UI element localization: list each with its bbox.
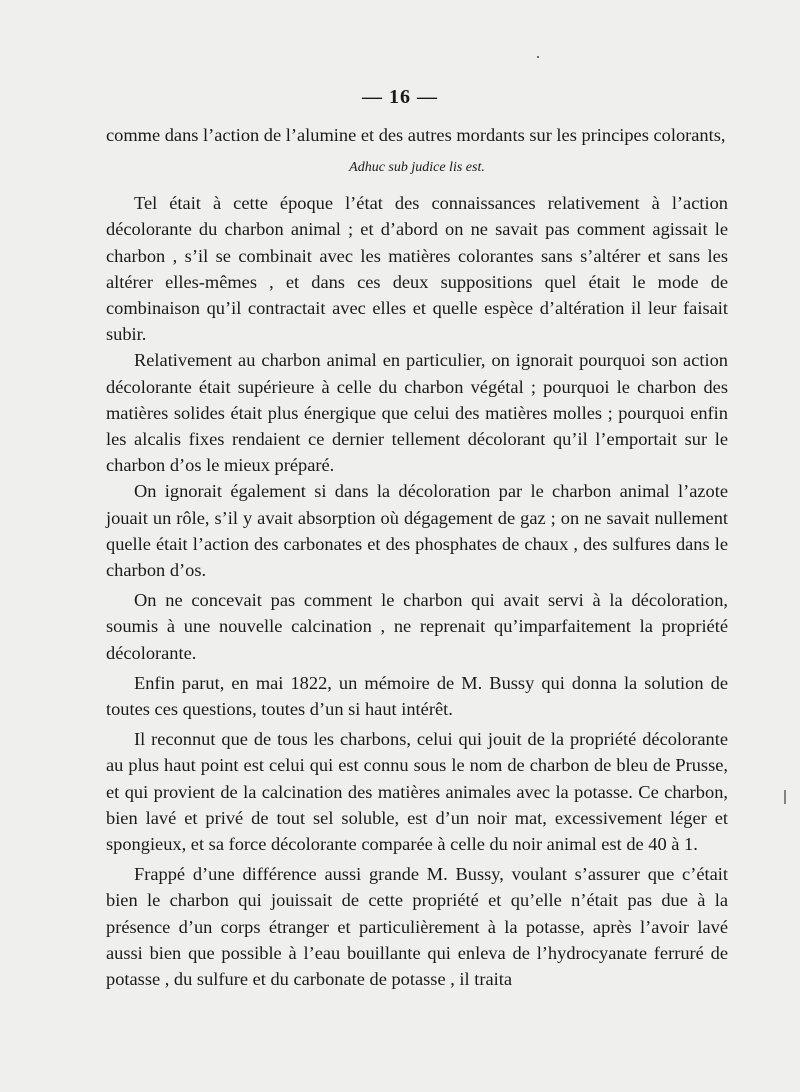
speck: [537, 56, 539, 58]
paragraph: comme dans l’action de l’alumine et des autres mordants sur les principes colorants,: [106, 125, 726, 145]
paragraph: On ignorait également si dans la décoloration par le charbon animal l’azote jouait un rôle, s’il y avait absorption où dégagement de gaz ; on ne savait nullement quelle était l’action des carbonates et des phosphates de chaux , des sulfures dans le charbon d’os.: [106, 481, 728, 581]
paragraph: On ne concevait pas comment le charbon qui avait servi à la décoloration, soumis à une nouvelle calcination , ne reprenait qu’imparfaitement la propriété décolorante.: [106, 590, 728, 663]
paragraph: Il reconnut que de tous les charbons, celui qui jouit de la propriété décolorante au plus haut point est celui qui est connu sous le nom de charbon de bleu de Prusse, et qui provient de la calcination des matières animales avec la potasse. Ce charbon, bien lavé et privé de tout sel soluble, est d’un noir mat, excessivement léger et spongieux, et sa force décolorante comparée à celle du noir animal est de 40 à 1.: [106, 729, 728, 855]
paragraph: Frappé d’une différence aussi grande M. Bussy, voulant s’assurer que c’était bien le charbon qui jouissait de cette propriété et qu’elle n’était pas due à la présence d’un corps étranger et particulièrement à la potasse, après l’avoir lavé aussi bien que possible à l’eau bouillante qui enleva de l’hydrocyanate ferruré de potasse , du sulfure et du carbonate de potasse , il traita: [106, 864, 728, 990]
paragraph: Relativement au charbon animal en particulier, on ignorait pourquoi son action décolorante était supérieure à celle du charbon végétal ; pourquoi le charbon des matières solides était plus énergique que celui des matières molles ; pourquoi enfin les alcalis fixes rendaient ce dernier tellement décolorant qu’il l’emportait sur le charbon d’os le mieux préparé.: [106, 350, 728, 476]
paragraph: Tel était à cette époque l’état des connaissances relativement à l’action décolorante du charbon animal ; et d’abord on ne savait pas comment agissait le charbon , s’il se combinait avec les matières colorantes sans s’altérer et sans les altérer elles-mêmes , et dans ces deux suppositions quel était le mode de combinaison qu’il contractait avec elles et quelle espèce d’altération il leur faisait subir.: [106, 193, 728, 345]
margin-mark: [784, 790, 786, 804]
paragraph: Enfin parut, en mai 1822, un mémoire de M. Bussy qui donna la solution de toutes ces questions, toutes d’un si haut intérêt.: [106, 672, 728, 720]
latin-quote: Adhuc sub judice lis est.: [349, 160, 485, 176]
page-number: — 16 —: [362, 86, 438, 108]
body-text: [106, 122, 728, 992]
